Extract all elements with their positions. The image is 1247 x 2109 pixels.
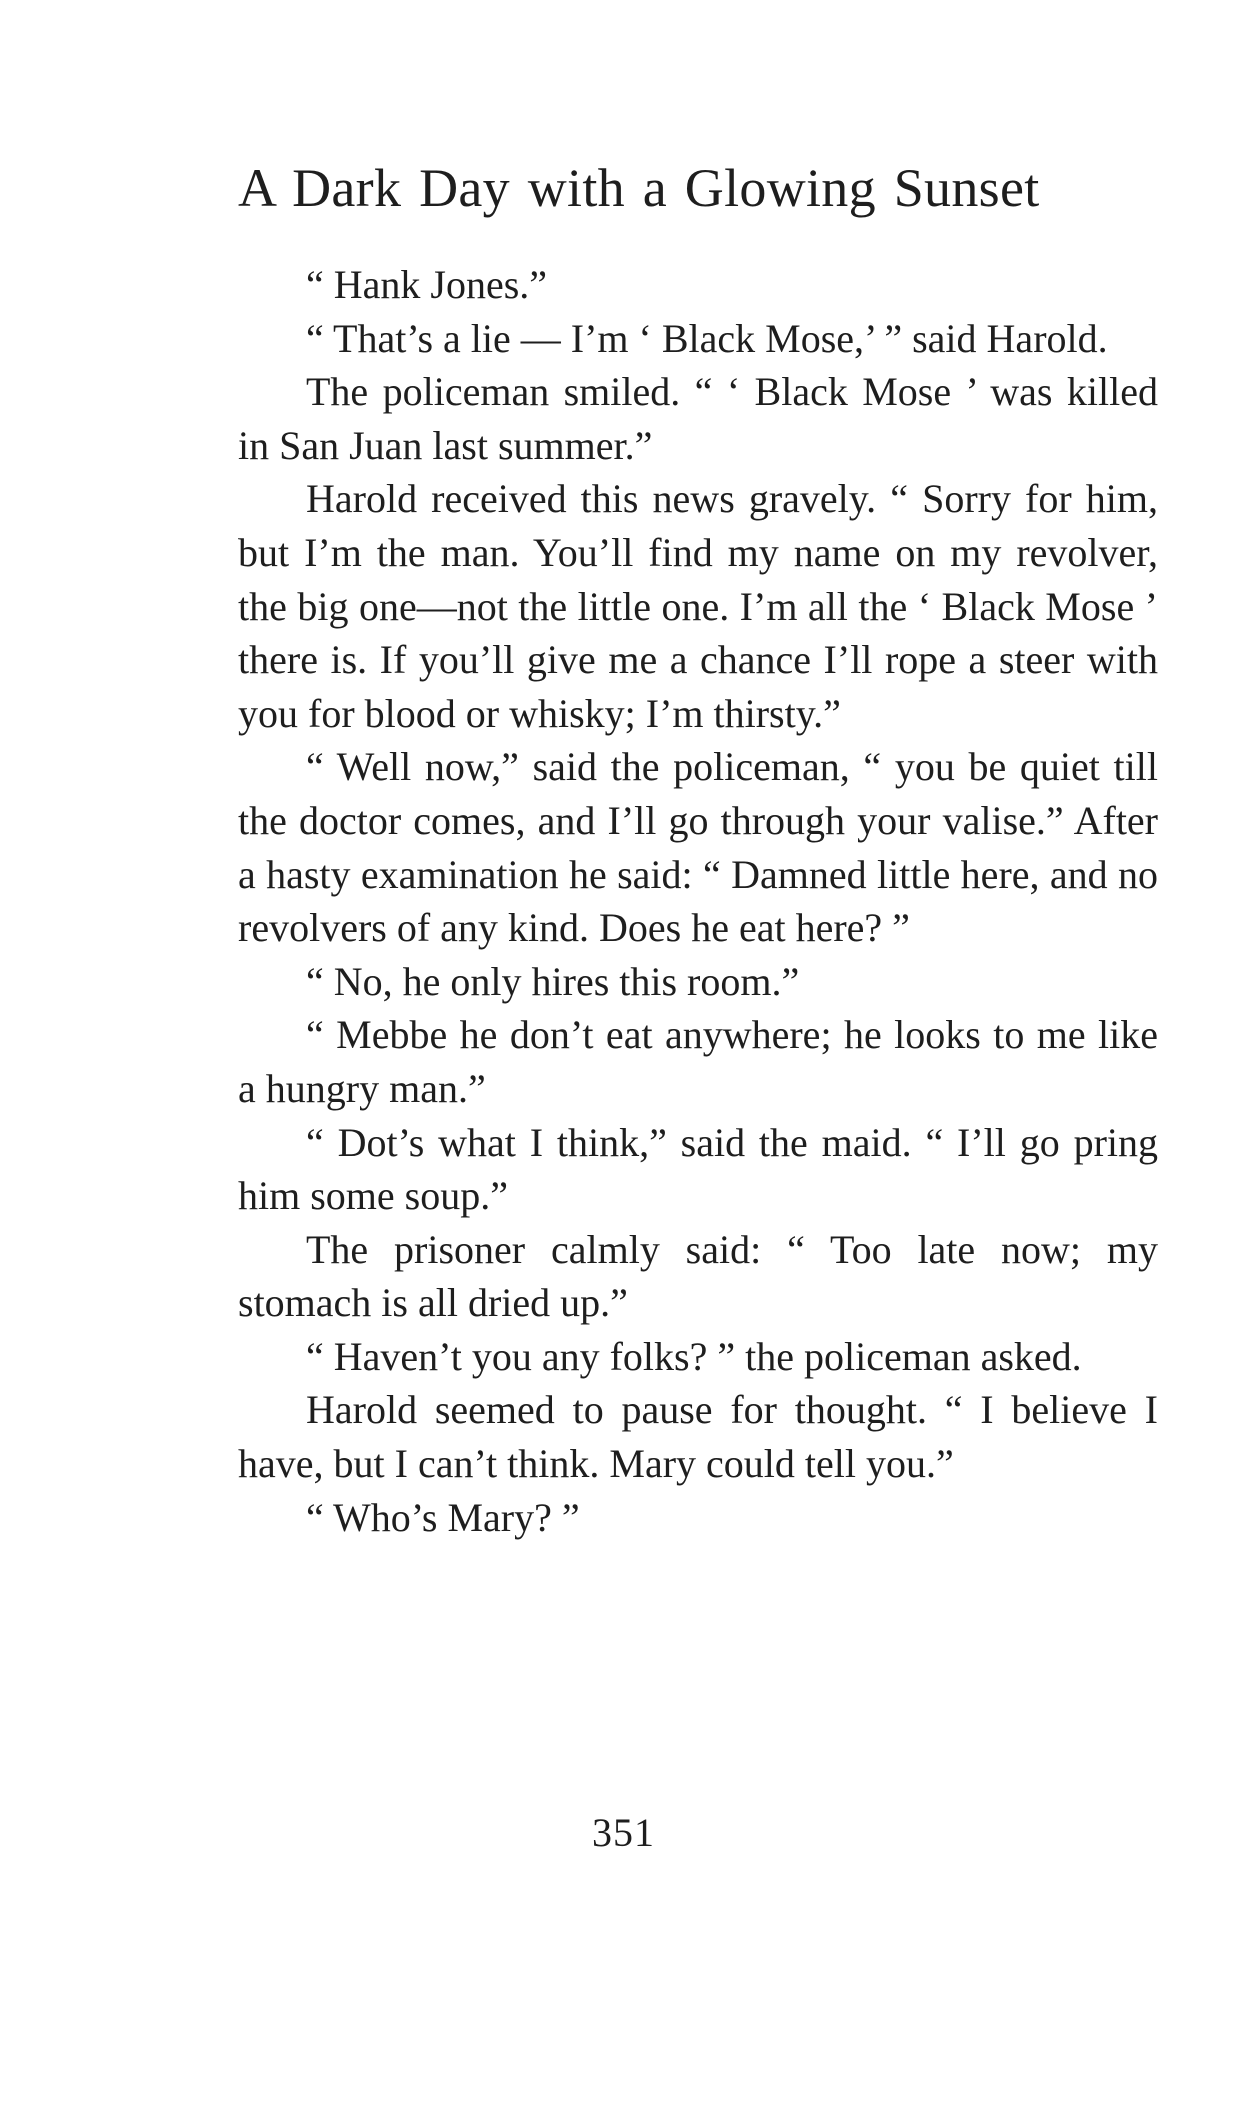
paragraph: Harold received this news gravely. “ Sorry for him, but I’m the man. You’ll find my name on my revolver, the big one—not the little one. I’m all the ‘ Black Mose ’ there is. If you’ll give me a chance I’ll rope a steer with you for blood or whisky; I’m thirsty.”: [238, 476, 1158, 736]
paragraph: “ Mebbe he don’t eat anywhere; he looks to me like a hungry man.”: [238, 1012, 1158, 1111]
running-head: A Dark Day with a Glowing Sunset: [238, 158, 1040, 218]
page-number: 351: [592, 1810, 655, 1855]
paragraph: “ Dot’s what I think,” said the maid. “ I’ll go pring him some soup.”: [238, 1119, 1158, 1219]
paragraph: The policeman smiled. “ ‘ Black Mose ’ was killed in San Juan last summer.”: [238, 369, 1158, 468]
paragraph: “ No, he only hires this room.”: [306, 958, 800, 1004]
paragraph: “ Who’s Mary? ”: [306, 1494, 580, 1540]
paragraph: Harold seemed to pause for thought. “ I believe I have, but I can’t think. Mary could tell you.”: [238, 1387, 1158, 1487]
paragraph: “ Well now,” said the policeman, “ you be quiet till the doctor comes, and I’ll go through your valise.” After a hasty examination he said: “ Damned little here, and no revolvers of any kind. Does he eat here? ”: [238, 744, 1158, 951]
body-text: [238, 258, 1158, 1544]
paragraph: “ Hank Jones.”: [306, 262, 548, 307]
paragraph: “ Haven’t you any folks? ” the policeman asked.: [306, 1333, 1082, 1379]
paragraph: The prisoner calmly said: “ Too late now; my stomach is all dried up.”: [238, 1226, 1158, 1326]
paragraph: “ That’s a lie — I’m ‘ Black Mose,’ ” said Harold.: [306, 315, 1108, 361]
